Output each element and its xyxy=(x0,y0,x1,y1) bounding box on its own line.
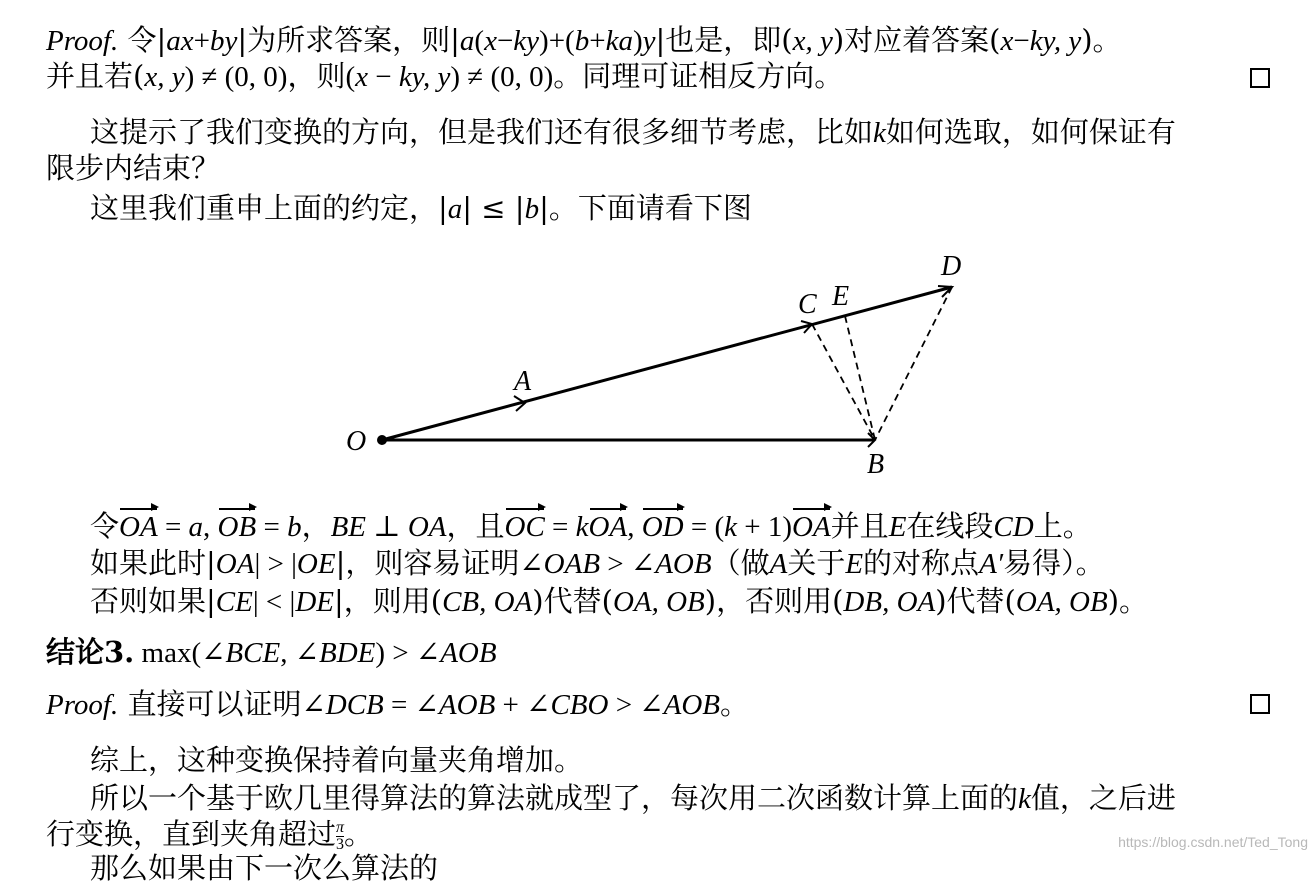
condition-line-1: 如果此时|OA| > |OE|，则容易证明∠OAB > ∠AOB（做A关于E的对称点A′易得）。 xyxy=(90,546,1105,580)
para-convention: 这里我们重申上面的约定，|a| ≤ |b|。下面请看下图 xyxy=(90,191,752,225)
qed-box xyxy=(1250,68,1270,88)
origin-point xyxy=(377,435,387,445)
label-d: D xyxy=(941,251,962,282)
label-e: E xyxy=(832,281,850,312)
label-b: B xyxy=(867,449,885,480)
conclusion-3: 结论3. max(∠BCE, ∠BDE) > ∠AOB xyxy=(46,635,497,669)
summary-line-3: 行变换，直到夹角超过 $\frac{\pi}{3}$ 。 xyxy=(46,817,374,853)
para-transform-hint-2: 限步内结束？ xyxy=(46,151,221,185)
vector-diagram xyxy=(330,245,990,485)
proof-label: Proof. xyxy=(46,25,119,57)
summary-line-2: 所以一个基于欧几里得算法的算法就成型了，每次用二次函数计算上面的k值，之后进 xyxy=(90,781,1176,815)
conclusion-label: 结论3. xyxy=(46,635,135,669)
qed-box-2 xyxy=(1250,694,1270,714)
cutoff-text: 那么如果由下一次么算法的 xyxy=(90,851,439,885)
dashed-cb xyxy=(812,324,875,440)
proof-line-2: 并且若(x, y) ≠ (0, 0)，则(x − ky, y) ≠ (0, 0)。同理可证相反方向。 xyxy=(46,59,844,93)
fraction-pi-over-3: $\frac{\pi}{3}$ xyxy=(336,818,345,853)
condition-line-2: 否则如果|CE| < |DE|，则用(CB, OA)代替(OA, OB)，否则用(DB, OA)代替(OA, OB)。 xyxy=(90,584,1149,618)
definition-line: 令OA = a, OB = b，BE ⊥ OA，且OC = kOA, OD = (k + 1)OA并且E在线段CD上。 xyxy=(90,509,1092,543)
label-c: C xyxy=(798,289,817,320)
label-a: A xyxy=(514,366,532,397)
proof-line-1: Proof. 令|ax+by|为所求答案，则|a(x−ky)+(b+ka)y|也是，即(x, y)对应着答案(x−ky, y)。 xyxy=(46,23,1122,57)
summary-line-1: 综上，这种变换保持着向量夹角增加。 xyxy=(90,743,584,777)
segment-od xyxy=(382,287,952,440)
dashed-db xyxy=(875,287,952,440)
proof-label-2: Proof. xyxy=(46,689,119,721)
label-o: O xyxy=(346,426,367,457)
watermark: https://blog.csdn.net/Ted_Tong xyxy=(1118,834,1308,850)
para-transform-hint: 这提示了我们变换的方向，但是我们还有很多细节考虑，比如k如何选取，如何保证有 xyxy=(90,115,1176,149)
dashed-eb xyxy=(845,316,875,440)
proof-2: Proof. 直接可以证明∠DCB = ∠AOB + ∠CBO > ∠AOB。 xyxy=(46,687,749,721)
